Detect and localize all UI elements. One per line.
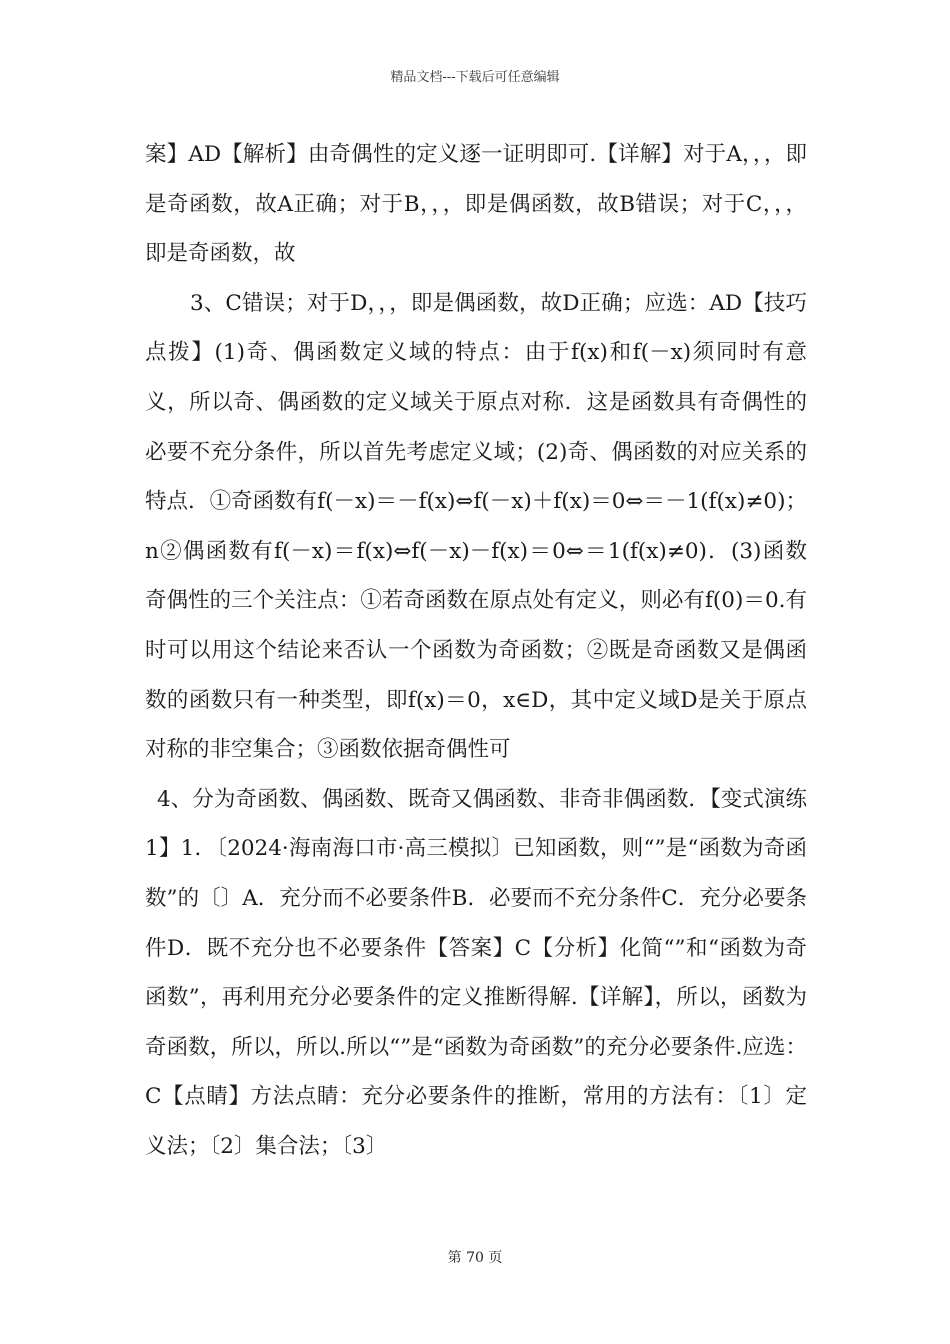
paragraph-3: 4、分为奇函数、偶函数、既奇又偶函数、非奇非偶函数．【变式演练1】1．〔2024·海南海口市·高三模拟〕已知函数，则“”是“函数为奇函数”的〔〕A．充分而不必要条件B．必要而不充分条件C．充分必要条件D．既不充分也不必要条件【答案】C【分析】化简“”和“函数为奇函数”，再利用充分必要条件的定义推断得解.【详解】，所以，函数为奇函数，所以，所以.所以“”是“函数为奇函数”的充分必要条件.应选：C【点睛】方法点睛：充分必要条件的推断，常用的方法有：〔1〕定义法；〔2〕集合法；〔3〕 xyxy=(145,786,807,1159)
page-number: 第 70 页 xyxy=(447,1250,503,1266)
paragraph-2: 3、C错误；对于D，，，即是偶函数，故D正确；应选：AD【技巧点拨】(1)奇、偶函数定义域的特点：由于f(x)和f(－x)须同时有意义，所以奇、偶函数的定义域关于原点对称．这是函数具有奇偶性的必要不充分条件，所以首先考虑定义域；(2)奇、偶函数的对应关系的特点．①奇函数有f(－x)＝－f(x)⇔f(－x)＋f(x)＝0⇔＝－1(f(x)≠0)；n②偶函数有f(－x)＝f(x)⇔f(－x)－f(x)＝0⇔＝1(f(x)≠0)．(3)函数奇偶性的三个关注点：①若奇函数在原点处有定义，则必有f(0)＝0.有时可以用这个结论来否认一个函数为奇函数；②既是奇函数又是偶函数的函数只有一种类型，即f(x)＝0，x∈D，其中定义域D是关于原点对称的非空集合；③函数依据奇偶性可 xyxy=(145,290,807,763)
paragraph-1: 案】AD【解析】由奇偶性的定义逐一证明即可.【详解】对于A，，，即是奇函数，故A正确；对于B，，，即是偶函数，故B错误；对于C，，，即是奇函数，故 xyxy=(145,142,807,267)
document-body xyxy=(145,130,807,1171)
page-header: 精品文档---下载后可任意编辑 xyxy=(390,70,560,85)
